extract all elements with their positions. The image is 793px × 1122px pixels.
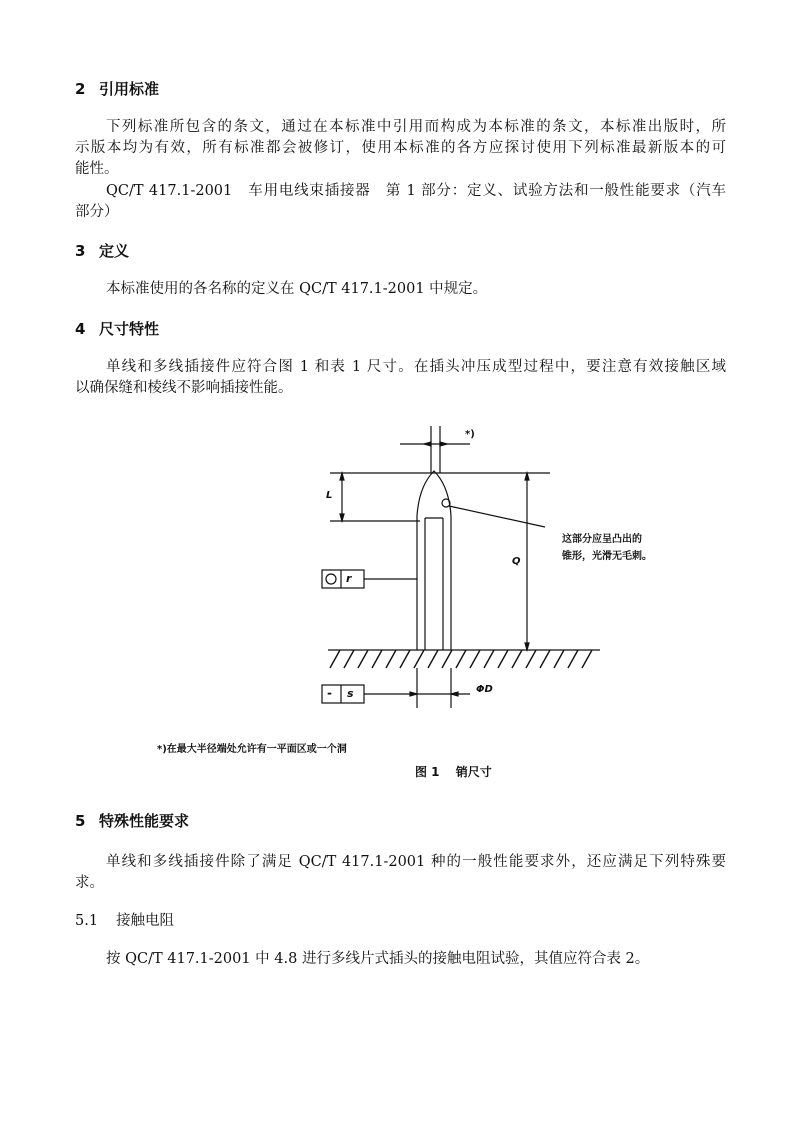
section-2-para-line-2: 示版本均为有效，所有标准都会被修订，使用本标准的各方应探讨使用下列标准最新版本的可: [75, 140, 726, 156]
section-3-para: 本标准使用的各名称的定义在 QC/T 417.1-2001 中规定。: [106, 281, 488, 297]
section-5-para-line-2: 求。: [75, 875, 104, 891]
reference-standard-line-2: 部分）: [75, 204, 119, 220]
section-number: 3: [75, 242, 86, 260]
section-title: 引用标准: [99, 80, 160, 98]
callout-text-line-2: 锥形，光滑无毛刺。: [562, 551, 652, 562]
tolerance-letter-r: r: [346, 572, 352, 585]
subsection-5-1-para: 按 QC/T 417.1-2001 中 4.8 进行多线片式插头的接触电阻试验，其值应符合表 2。: [106, 951, 650, 967]
section-2-para-line-3: 能性。: [75, 161, 119, 177]
section-4-para-line-2: 以确保缝和棱线不影响插接性能。: [75, 380, 293, 396]
section-3-heading: [75, 240, 129, 261]
arrow-head: [451, 692, 458, 696]
figure-footnote: *)在最大半径端处允许有一平面区或一个洞: [157, 744, 347, 755]
dimension-label-q: Q: [512, 556, 521, 567]
tip-note-mark: *): [465, 429, 475, 440]
callout-leader: [449, 506, 545, 527]
subsection-number: 5.1: [75, 913, 99, 929]
figure-number: 图 1: [415, 765, 440, 779]
figure-title: 销尺寸: [455, 765, 492, 779]
subsection-title: 接触电阻: [116, 913, 175, 929]
pin-outline: [417, 471, 451, 650]
section-4-para-line-1: 单线和多线插接件应符合图 1 和表 1 尺寸。在插头冲压成型过程中，要注意有效接触区域: [106, 359, 726, 375]
subsection-5-1-heading: [75, 910, 174, 932]
section-4-heading: [75, 318, 159, 339]
section-2-para-line-1: 下列标准所包含的条文，通过在本标准中引用而构成为本标准的条文，本标准出版时，所: [106, 119, 726, 135]
section-title: 特殊性能要求: [99, 812, 190, 830]
tolerance-frame-1: [322, 570, 364, 588]
section-number: 2: [75, 80, 86, 98]
arrow-head: [525, 643, 529, 650]
callout-text-line-1: 这部分应呈凸出的: [562, 534, 642, 545]
tolerance-symbol-dash: -: [327, 686, 332, 700]
dimension-label-l: L: [326, 490, 333, 501]
pin-drawing: [300, 418, 740, 793]
arrow-head: [410, 692, 417, 696]
arrow-head: [340, 473, 344, 480]
arrow-head: [340, 514, 344, 521]
dimension-label-diameter: ΦD: [476, 684, 493, 695]
ground-hatch: [330, 650, 592, 668]
section-5-heading: [75, 810, 189, 831]
tolerance-symbol-circle: [326, 574, 336, 584]
section-5-para-line-1: 单线和多线插接件除了满足 QC/T 417.1-2001 种的一般性能要求外，还应满足下列特殊要: [106, 854, 726, 870]
section-title: 定义: [99, 242, 130, 260]
tolerance-letter-s: s: [347, 687, 354, 700]
section-number: 4: [75, 320, 86, 338]
arrow-head: [424, 442, 431, 446]
arrow-head: [525, 473, 529, 480]
figure-1-pin-dimensions: [157, 418, 740, 793]
reference-standard-line-1: QC/T 417.1-2001 车用电线束插接器 第 1 部分：定义、试验方法和一般性能要求（汽车: [106, 183, 726, 199]
arrow-head: [440, 442, 447, 446]
section-number: 5: [75, 812, 86, 830]
section-title: 尺寸特性: [99, 320, 160, 338]
section-2-heading: [75, 78, 159, 99]
figure-caption: [415, 763, 492, 780]
